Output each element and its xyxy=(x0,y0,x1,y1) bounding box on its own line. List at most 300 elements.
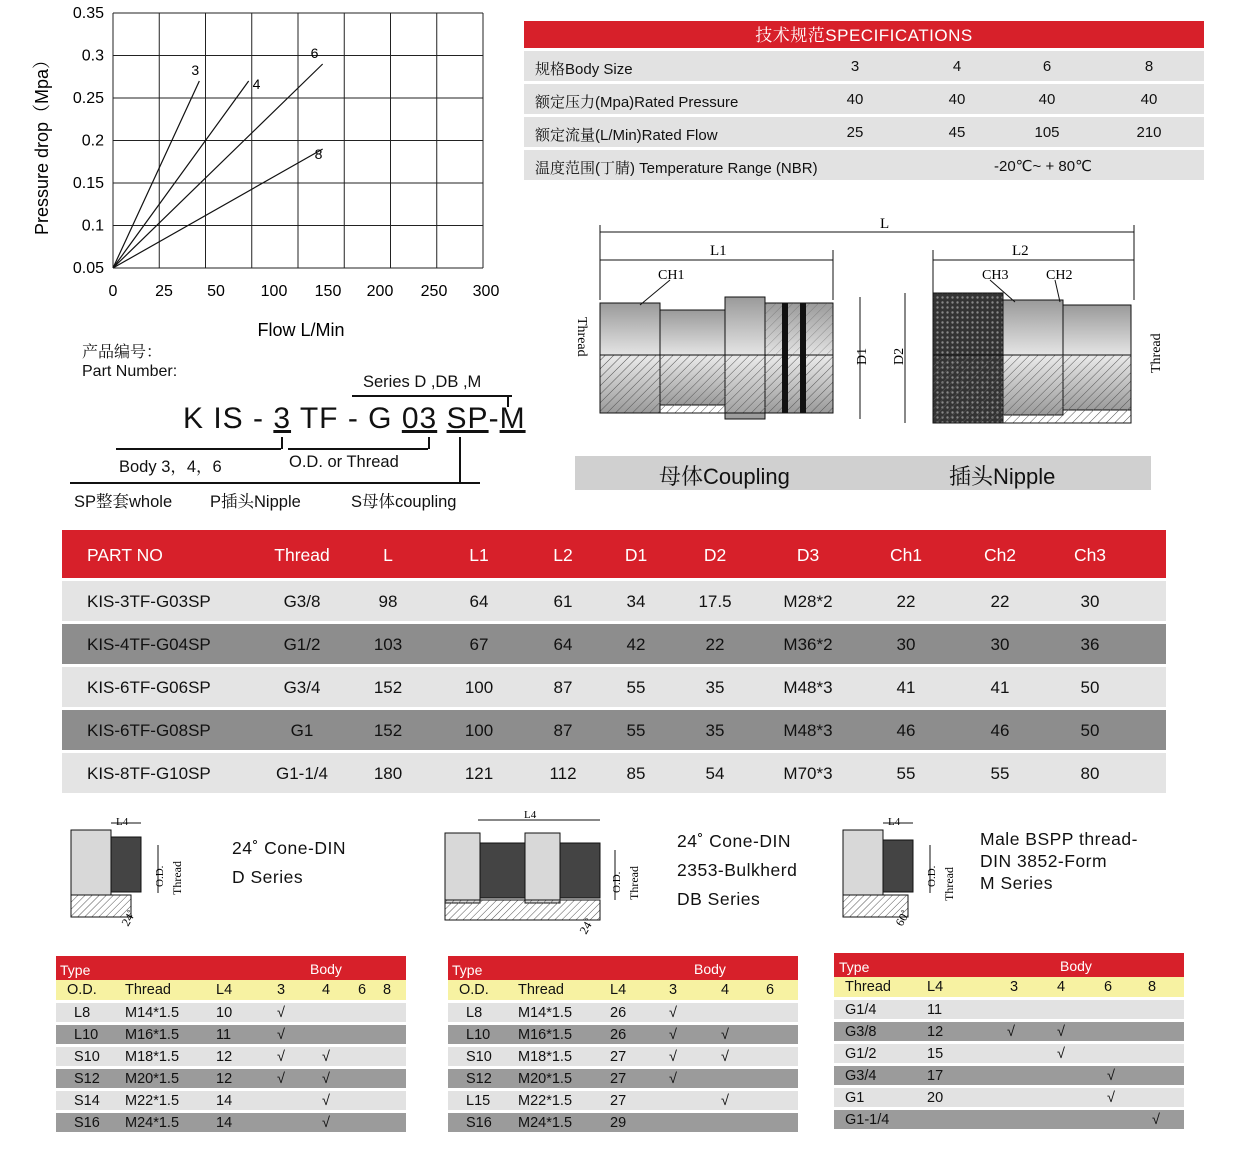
check-mark: √ xyxy=(277,1004,285,1021)
x-tick-label: 300 xyxy=(472,283,500,300)
spec-label: 规格Body Size xyxy=(535,61,633,78)
od-label: O.D. xyxy=(611,871,623,893)
cell-thread: M22*1.5 xyxy=(518,1092,573,1109)
body-note: Body 3，4，6 xyxy=(119,458,222,476)
table-row xyxy=(834,1000,1184,1020)
y-tick-label: 0.05 xyxy=(72,260,104,277)
code-space xyxy=(437,402,446,435)
y-tick-label: 0.35 xyxy=(72,5,104,22)
chart-svg xyxy=(0,0,520,350)
cell-l4: 17 xyxy=(927,1067,944,1084)
cell-l2: 112 xyxy=(549,764,577,783)
check-mark: √ xyxy=(277,1048,285,1065)
cell-thread: M22*1.5 xyxy=(125,1092,180,1109)
cell-thread: M24*1.5 xyxy=(125,1114,180,1131)
spec-value: 45 xyxy=(948,124,966,141)
code-series: M xyxy=(499,402,526,435)
check-mark: √ xyxy=(669,1004,677,1021)
cell-ch2: 55 xyxy=(990,764,1010,783)
code-mid: TF - G xyxy=(291,402,402,435)
table-row xyxy=(62,710,1166,750)
s-note: S母体coupling xyxy=(351,493,457,511)
y-axis-label: Pressure drop（Mpa） xyxy=(32,50,52,236)
header-l2: L2 xyxy=(553,545,573,565)
type-label: Type xyxy=(60,962,91,978)
cell-thread: M18*1.5 xyxy=(518,1048,573,1065)
cell-od: L8 xyxy=(74,1004,91,1021)
cell-thread: G1/2 xyxy=(283,635,321,654)
cell-l4: 14 xyxy=(216,1114,233,1131)
cell-l4: 29 xyxy=(610,1114,627,1131)
l4-label: L4 xyxy=(888,816,901,828)
cell-ch1: 46 xyxy=(896,721,916,740)
col-l4: L4 xyxy=(216,982,233,998)
cell-od: L10 xyxy=(466,1026,491,1043)
cell-d3: M70*3 xyxy=(783,764,833,783)
cell-part-no: KIS-4TF-G04SP xyxy=(87,635,211,654)
pressure-drop-chart xyxy=(0,0,520,350)
cell-ch1: 22 xyxy=(896,592,916,611)
spec-value: 40 xyxy=(1038,91,1056,108)
check-mark: √ xyxy=(1152,1111,1160,1128)
table-row xyxy=(834,1044,1184,1064)
db-series-diagram xyxy=(440,808,650,941)
cell-l1: 64 xyxy=(469,592,489,611)
table-body xyxy=(834,1000,1184,1130)
check-mark: √ xyxy=(721,1026,729,1043)
code-dash: - xyxy=(488,402,500,435)
check-mark: √ xyxy=(1057,1045,1065,1062)
spec-value: 40 xyxy=(846,91,864,108)
check-mark: √ xyxy=(322,1070,330,1087)
cell-l2: 61 xyxy=(553,592,573,611)
spec-value: 4 xyxy=(952,58,962,75)
l4-label: L4 xyxy=(116,816,129,828)
check-mark: √ xyxy=(1107,1067,1115,1084)
cell-ch1: 30 xyxy=(896,635,916,654)
series-line-8 xyxy=(113,149,323,268)
y-tick-label: 0.2 xyxy=(81,132,104,150)
spec-row xyxy=(524,51,1204,81)
cell-ch1: 41 xyxy=(896,678,916,697)
cell-part-no: KIS-8TF-G10SP xyxy=(87,764,211,783)
cell-od: L15 xyxy=(466,1092,491,1109)
check-mark: √ xyxy=(721,1092,729,1109)
series-line-3 xyxy=(113,81,199,268)
col-body-3: 3 xyxy=(276,982,286,998)
check-mark: √ xyxy=(721,1048,729,1065)
cell-od: S12 xyxy=(466,1070,492,1087)
cell-l: 98 xyxy=(378,592,398,611)
col-body-4: 4 xyxy=(720,982,730,998)
spec-row-temperature xyxy=(524,150,1204,180)
x-tick-label: 200 xyxy=(366,283,394,300)
d-series-line: 24˚ Cone-DIN xyxy=(232,838,346,858)
thread-label-left: Thread xyxy=(574,317,589,357)
cell-thread: G1 xyxy=(845,1089,865,1106)
spec-row xyxy=(524,117,1204,147)
spec-value: 25 xyxy=(846,124,864,141)
db-series-svg xyxy=(440,808,650,936)
cell-thread: M14*1.5 xyxy=(518,1004,573,1021)
dim-D2: D2 xyxy=(892,347,907,365)
cell-ch2: 46 xyxy=(990,721,1010,740)
body-label: Body xyxy=(694,961,726,977)
y-tick-label: 0.3 xyxy=(81,47,104,65)
table-body xyxy=(56,1003,406,1133)
cell-l: 180 xyxy=(373,764,403,783)
check-mark: √ xyxy=(277,1070,285,1087)
header-d2: D2 xyxy=(703,545,727,565)
col-body-4: 4 xyxy=(321,982,331,998)
check-mark: √ xyxy=(1057,1023,1065,1040)
dim-D1: D1 xyxy=(855,347,870,365)
cell-d1: 55 xyxy=(626,678,646,697)
cell-od: S12 xyxy=(74,1070,100,1087)
cell-d1: 42 xyxy=(626,635,646,654)
type-label: Type xyxy=(839,959,870,975)
header-d3: D3 xyxy=(796,545,820,565)
cell-l4: 26 xyxy=(610,1004,627,1021)
x-tick-label: 0 xyxy=(108,283,118,300)
db-series-line: 24˚ Cone-DIN xyxy=(677,831,791,851)
cell-l4: 27 xyxy=(610,1092,627,1109)
d-series-svg xyxy=(66,815,196,930)
cell-thread: G1 xyxy=(290,721,314,740)
check-mark: √ xyxy=(322,1048,330,1065)
code-body: 3 xyxy=(273,402,292,435)
header-d1: D1 xyxy=(624,545,648,565)
series-line-6 xyxy=(113,64,323,268)
series-label-4: 4 xyxy=(252,76,261,92)
cell-l4: 27 xyxy=(610,1048,627,1065)
cell-d3: M48*3 xyxy=(783,678,833,697)
od-note: O.D. or Thread xyxy=(289,453,399,471)
cell-d2: 54 xyxy=(705,764,725,783)
col-od: O.D. xyxy=(67,982,97,998)
cell-thread: G1-1/4 xyxy=(845,1111,890,1128)
thread-label-right: Thread xyxy=(1149,333,1164,373)
x-tick-label: 25 xyxy=(155,283,173,300)
cell-part-no: KIS-3TF-G03SP xyxy=(87,592,211,611)
spec-row xyxy=(524,84,1204,114)
cell-thread: G1-1/4 xyxy=(276,764,328,783)
table-row xyxy=(62,753,1166,793)
x-tick-label: 150 xyxy=(314,283,342,300)
col-l4: L4 xyxy=(610,982,627,998)
cell-ch1: 55 xyxy=(896,764,916,783)
table-row xyxy=(56,1003,406,1023)
series-line-4 xyxy=(113,81,249,268)
cell-part-no: KIS-6TF-G08SP xyxy=(87,721,211,740)
cell-thread: M20*1.5 xyxy=(518,1070,573,1087)
table-row xyxy=(448,1047,798,1067)
check-mark: √ xyxy=(1107,1089,1115,1106)
series-label-3: 3 xyxy=(191,62,200,78)
table-subheader xyxy=(448,980,798,1000)
table-row xyxy=(56,1047,406,1067)
header-ch2: Ch2 xyxy=(983,545,1017,565)
cell-ch3: 36 xyxy=(1080,635,1100,654)
cell-d3: M28*2 xyxy=(783,592,833,611)
cell-d1: 85 xyxy=(626,764,646,783)
cell-d2: 22 xyxy=(705,635,725,654)
header-ch3: Ch3 xyxy=(1073,545,1107,565)
cell-l4: 14 xyxy=(216,1092,233,1109)
cell-l4: 12 xyxy=(216,1048,233,1065)
x-tick-label: 250 xyxy=(420,283,448,300)
table-row xyxy=(448,1003,798,1023)
cell-od: L8 xyxy=(466,1004,483,1021)
dim-CH2: CH2 xyxy=(1046,268,1073,283)
cell-od: S16 xyxy=(466,1114,492,1131)
cell-od: S14 xyxy=(74,1092,100,1109)
header-thread: Thread xyxy=(274,545,330,565)
cell-l4: 11 xyxy=(927,1001,943,1018)
cell-thread: M16*1.5 xyxy=(125,1026,180,1043)
check-mark: √ xyxy=(669,1048,677,1065)
cell-l4: 11 xyxy=(216,1026,232,1043)
cell-thread: G3/4 xyxy=(845,1067,877,1084)
cell-l1: 100 xyxy=(464,721,494,740)
nipple-label: 插头Nipple xyxy=(949,464,1056,489)
thread-label: Thread xyxy=(627,866,641,900)
part-table xyxy=(62,530,1166,793)
p-note: P插头Nipple xyxy=(210,493,301,511)
cell-l4: 12 xyxy=(216,1070,233,1087)
col-thread: Thread xyxy=(518,982,564,998)
col-l4: L4 xyxy=(927,979,944,995)
dim-CH3: CH3 xyxy=(982,268,1009,283)
l4-label: L4 xyxy=(524,809,537,821)
cell-l1: 121 xyxy=(464,764,494,783)
cell-l1: 100 xyxy=(464,678,494,697)
coupling-drawing-svg xyxy=(560,205,1180,450)
table-row xyxy=(56,1091,406,1111)
cell-l: 103 xyxy=(373,635,403,654)
m-series-table xyxy=(834,953,1184,1129)
spec-value: 40 xyxy=(1140,91,1158,108)
part-number-label xyxy=(82,343,177,381)
cell-l4: 26 xyxy=(610,1026,627,1043)
table-header xyxy=(448,956,798,980)
d-series-line: D Series xyxy=(232,867,304,887)
col-body-4: 4 xyxy=(1056,979,1066,995)
cell-ch3: 50 xyxy=(1080,678,1100,697)
check-mark: √ xyxy=(669,1070,677,1087)
cell-ch3: 30 xyxy=(1080,592,1100,611)
table-row xyxy=(834,1066,1184,1086)
col-thread: Thread xyxy=(845,979,891,995)
dim-CH1: CH1 xyxy=(658,268,685,283)
cell-l2: 87 xyxy=(553,678,573,697)
col-body-8: 8 xyxy=(382,982,392,998)
spec-value: 8 xyxy=(1144,58,1154,75)
col-body-6: 6 xyxy=(765,982,775,998)
table-body xyxy=(448,1003,798,1133)
cell-ch2: 22 xyxy=(990,592,1010,611)
m-series-line: M Series xyxy=(980,873,1054,893)
part-number-code xyxy=(183,402,526,436)
cell-thread: M18*1.5 xyxy=(125,1048,180,1065)
db-series-table xyxy=(448,956,798,1132)
cell-l4: 12 xyxy=(927,1023,944,1040)
y-tick-label: 0.1 xyxy=(81,217,104,235)
m-series-diagram xyxy=(838,815,968,935)
series-note: Series D ,DB ,M xyxy=(363,373,482,391)
body-label: Body xyxy=(1060,958,1092,974)
col-body-6: 6 xyxy=(1103,979,1113,995)
table-subheader xyxy=(56,980,406,1000)
spec-title: 技术规范SPECIFICATIONS xyxy=(524,21,1204,48)
db-series-text xyxy=(677,827,797,914)
col-od: O.D. xyxy=(459,982,489,998)
cell-thread: G1/4 xyxy=(845,1001,877,1018)
cell-ch3: 50 xyxy=(1080,721,1100,740)
cell-l4: 10 xyxy=(216,1004,233,1021)
angle-label: 24˚ xyxy=(118,907,139,929)
y-tick-label: 0.25 xyxy=(72,90,104,107)
code-prefix: K IS - xyxy=(183,402,274,435)
d-series-table xyxy=(56,956,406,1132)
cell-d3: M36*2 xyxy=(783,635,833,654)
thread-label: Thread xyxy=(170,861,184,895)
coupling-drawing xyxy=(560,205,1180,450)
table-row xyxy=(448,1091,798,1111)
part-number-label-en: Part Number: xyxy=(82,363,178,380)
cell-d1: 55 xyxy=(626,721,646,740)
spec-label: 额定压力(Mpa)Rated Pressure xyxy=(535,94,739,111)
cell-d2: 35 xyxy=(705,721,725,740)
type-label: Type xyxy=(452,962,483,978)
table-row xyxy=(448,1025,798,1045)
spec-value: 210 xyxy=(1136,124,1162,141)
y-tick-label: 0.15 xyxy=(72,175,104,192)
table-subheader xyxy=(834,977,1184,997)
cell-od: S16 xyxy=(74,1114,100,1131)
check-mark: √ xyxy=(669,1026,677,1043)
cell-thread: G1/2 xyxy=(845,1045,877,1062)
spec-value: 3 xyxy=(850,58,860,75)
table-row xyxy=(834,1022,1184,1042)
cell-d2: 35 xyxy=(705,678,725,697)
spec-value: 6 xyxy=(1042,58,1052,75)
cell-thread: M24*1.5 xyxy=(518,1114,573,1131)
cell-thread: M14*1.5 xyxy=(125,1004,180,1021)
cell-d2: 17.5 xyxy=(698,592,732,611)
cell-l2: 87 xyxy=(553,721,573,740)
angle-label: 60˚ xyxy=(892,907,913,929)
d-series-text xyxy=(232,834,346,892)
cell-d1: 34 xyxy=(626,592,646,611)
cell-thread: M20*1.5 xyxy=(125,1070,180,1087)
check-mark: √ xyxy=(322,1092,330,1109)
cell-ch3: 80 xyxy=(1080,764,1100,783)
series-label-6: 6 xyxy=(310,45,319,61)
m-series-line: Male BSPP thread- xyxy=(980,829,1138,849)
col-body-3: 3 xyxy=(1009,979,1019,995)
cell-l: 152 xyxy=(373,678,403,697)
sp-note: SP整套whole xyxy=(74,493,173,511)
table-row xyxy=(56,1113,406,1133)
table-row xyxy=(834,1110,1184,1130)
header-l1: L1 xyxy=(469,545,489,565)
col-body-3: 3 xyxy=(668,982,678,998)
table-header xyxy=(834,953,1184,977)
cell-thread: G3/8 xyxy=(845,1023,877,1040)
series-label-8: 8 xyxy=(314,146,323,162)
col-thread: Thread xyxy=(125,982,171,998)
table-row xyxy=(62,581,1166,621)
cell-l: 152 xyxy=(373,721,403,740)
spec-table xyxy=(524,21,1204,180)
x-axis-label: Flow L/Min xyxy=(257,320,345,340)
cell-l2: 64 xyxy=(553,635,573,654)
cell-thread: G3/4 xyxy=(283,678,321,697)
code-type: SP xyxy=(446,402,489,435)
cell-ch2: 30 xyxy=(990,635,1010,654)
table-row xyxy=(448,1069,798,1089)
x-tick-label: 100 xyxy=(260,283,288,300)
dim-L: L xyxy=(880,216,890,232)
db-series-line: 2353-Bulkherd xyxy=(677,860,798,880)
spec-label: 温度范围(丁腈) Temperature Range (NBR) xyxy=(535,160,818,177)
part-table-body xyxy=(62,581,1166,793)
cell-thread: G3/8 xyxy=(283,592,321,611)
m-series-line: DIN 3852-Form xyxy=(980,851,1108,871)
x-tick-label: 50 xyxy=(207,283,225,300)
coupling-label: 母体Coupling xyxy=(659,464,790,489)
table-row xyxy=(56,1025,406,1045)
cell-d3: M48*3 xyxy=(783,721,833,740)
part-table-header xyxy=(62,530,1166,578)
col-body-6: 6 xyxy=(357,982,367,998)
col-body-8: 8 xyxy=(1147,979,1157,995)
thread-label: Thread xyxy=(942,867,956,901)
coupling-nipple-banner xyxy=(575,456,1151,490)
spec-value: 105 xyxy=(1034,124,1060,141)
dim-L1: L1 xyxy=(710,243,727,259)
body-label: Body xyxy=(310,961,342,977)
check-mark: √ xyxy=(1007,1023,1015,1040)
table-row xyxy=(834,1088,1184,1108)
od-label: O.D. xyxy=(926,865,938,887)
m-series-svg xyxy=(838,815,968,930)
cell-ch2: 41 xyxy=(990,678,1010,697)
cell-od: L10 xyxy=(74,1026,99,1043)
angle-label: 24˚ xyxy=(576,915,597,936)
temperature-value: -20℃~ + 80℃ xyxy=(994,158,1092,175)
cell-l4: 15 xyxy=(927,1045,944,1062)
table-row xyxy=(448,1113,798,1133)
d-series-diagram xyxy=(66,815,196,935)
od-label: O.D. xyxy=(154,865,166,887)
table-row xyxy=(62,624,1166,664)
cell-l1: 67 xyxy=(469,635,489,654)
cell-l4: 20 xyxy=(927,1089,944,1106)
cell-part-no: KIS-6TF-G06SP xyxy=(87,678,211,697)
check-mark: √ xyxy=(322,1114,330,1131)
spec-value: 40 xyxy=(948,91,966,108)
cell-thread: M16*1.5 xyxy=(518,1026,573,1043)
db-series-line: DB Series xyxy=(677,889,761,909)
table-row xyxy=(62,667,1166,707)
cell-l4: 27 xyxy=(610,1070,627,1087)
cell-od: S10 xyxy=(74,1048,100,1065)
spec-label: 额定流量(L/Min)Rated Flow xyxy=(535,127,718,144)
cell-od: S10 xyxy=(466,1048,492,1065)
table-header xyxy=(56,956,406,980)
